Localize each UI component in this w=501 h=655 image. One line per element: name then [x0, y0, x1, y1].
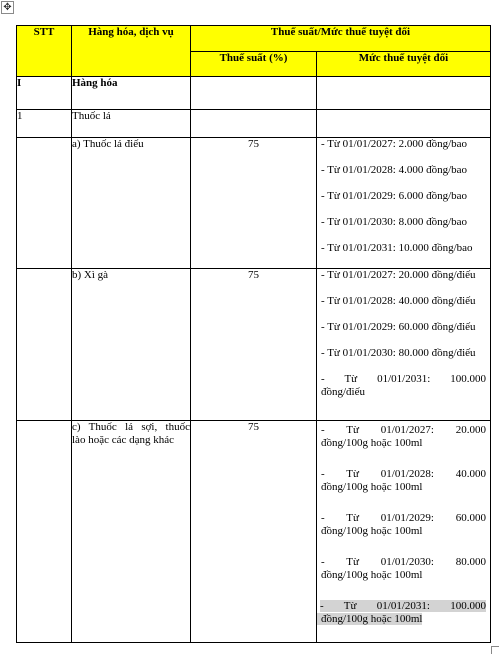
loose-tobacco-label-line1: c) Thuốc lá sợi, thuốc: [72, 421, 190, 433]
loose-level-2028-line2: đồng/100g hoặc 100ml: [321, 481, 423, 493]
cigars-level-2031: [317, 373, 490, 412]
loose-level-2031: [317, 595, 490, 639]
row-cigars: [17, 269, 491, 421]
cigarettes-label: a) Thuốc lá điếu: [72, 138, 191, 269]
loose-level-2028: [317, 463, 490, 507]
loose-level-2030-line2: đồng/100g hoặc 100ml: [321, 569, 423, 581]
item-number: 1: [17, 110, 72, 138]
loose-level-2031-line2-text: đồng/100g hoặc 100ml: [317, 613, 422, 625]
loose-level-2029-line2: đồng/100g hoặc 100ml: [321, 525, 423, 537]
cigarettes-level-2030: - Từ 01/01/2030: 8.000 đồng/bao: [321, 216, 468, 228]
cigars-level-2031-line2: đồng/điếu: [321, 386, 365, 398]
loose-level-2029-line1: - Từ 01/01/2029: 60.000: [321, 512, 486, 524]
page-corner-mark: [491, 646, 499, 654]
cigars-level-2027: - Từ 01/01/2027: 20.000 đồng/điếu: [321, 269, 476, 281]
cigarettes-level-2029: - Từ 01/01/2029: 6.000 đồng/bao: [321, 190, 468, 202]
loose-level-2031-line1-text: - Từ 01/01/2031: 100.000: [320, 600, 486, 612]
header-stt: STT: [17, 26, 72, 77]
loose-level-2028-line1: - Từ 01/01/2028: 40.000: [321, 468, 486, 480]
cigarettes-level-2027: - Từ 01/01/2027: 2.000 đồng/bao: [321, 138, 468, 150]
header-rate: Thuế suất (%): [191, 52, 317, 77]
excise-tax-table: [16, 25, 491, 643]
cigars-label: b) Xì gà: [72, 269, 191, 421]
loose-level-2031-line1: [320, 600, 486, 613]
header-absolute: Mức thuế tuyệt đối: [317, 52, 491, 77]
loose-tobacco-label-line2: lào hoặc các dạng khác: [72, 434, 174, 446]
cigars-level-2031-line1: - Từ 01/01/2031: 100.000: [321, 373, 486, 385]
loose-level-2027: [317, 424, 490, 463]
table-move-handle-icon[interactable]: ✥: [1, 1, 14, 14]
row-loose-tobacco: [17, 421, 491, 643]
loose-level-2027-line2: đồng/100g hoặc 100ml: [321, 437, 423, 449]
cigars-level-2028: - Từ 01/01/2028: 40.000 đồng/điếu: [321, 295, 476, 307]
loose-level-2029: [317, 507, 490, 551]
cigarettes-rate: 75: [191, 138, 317, 269]
cigarettes-level-2031: - Từ 01/01/2031: 10.000 đồng/bao: [321, 242, 473, 254]
item-label: Thuốc lá: [72, 110, 191, 138]
loose-level-2030: [317, 551, 490, 595]
header-goods: Hàng hóa, dịch vụ: [72, 26, 191, 77]
loose-level-2027-line1: - Từ 01/01/2027: 20.000: [321, 424, 486, 436]
cigars-level-2030: - Từ 01/01/2030: 80.000 đồng/điếu: [321, 347, 476, 359]
cigars-rate: 75: [191, 269, 317, 421]
cigarettes-level-2028: - Từ 01/01/2028: 4.000 đồng/bao: [321, 164, 468, 176]
item-row: [17, 110, 491, 138]
loose-tobacco-rate: 75: [191, 421, 317, 643]
row-cigarettes: [17, 138, 491, 269]
loose-level-2030-line1: - Từ 01/01/2030: 80.000: [321, 556, 486, 568]
header-rate-group: Thuế suất/Mức thuế tuyệt đối: [191, 26, 491, 52]
header-row-1: [17, 26, 491, 52]
section-label: Hàng hóa: [72, 77, 191, 110]
cigars-level-2029: - Từ 01/01/2029: 60.000 đồng/điếu: [321, 321, 476, 333]
section-number: I: [17, 77, 72, 110]
loose-tobacco-label: [72, 421, 191, 643]
loose-level-2031-line2: [321, 613, 486, 626]
section-row: [17, 77, 491, 110]
